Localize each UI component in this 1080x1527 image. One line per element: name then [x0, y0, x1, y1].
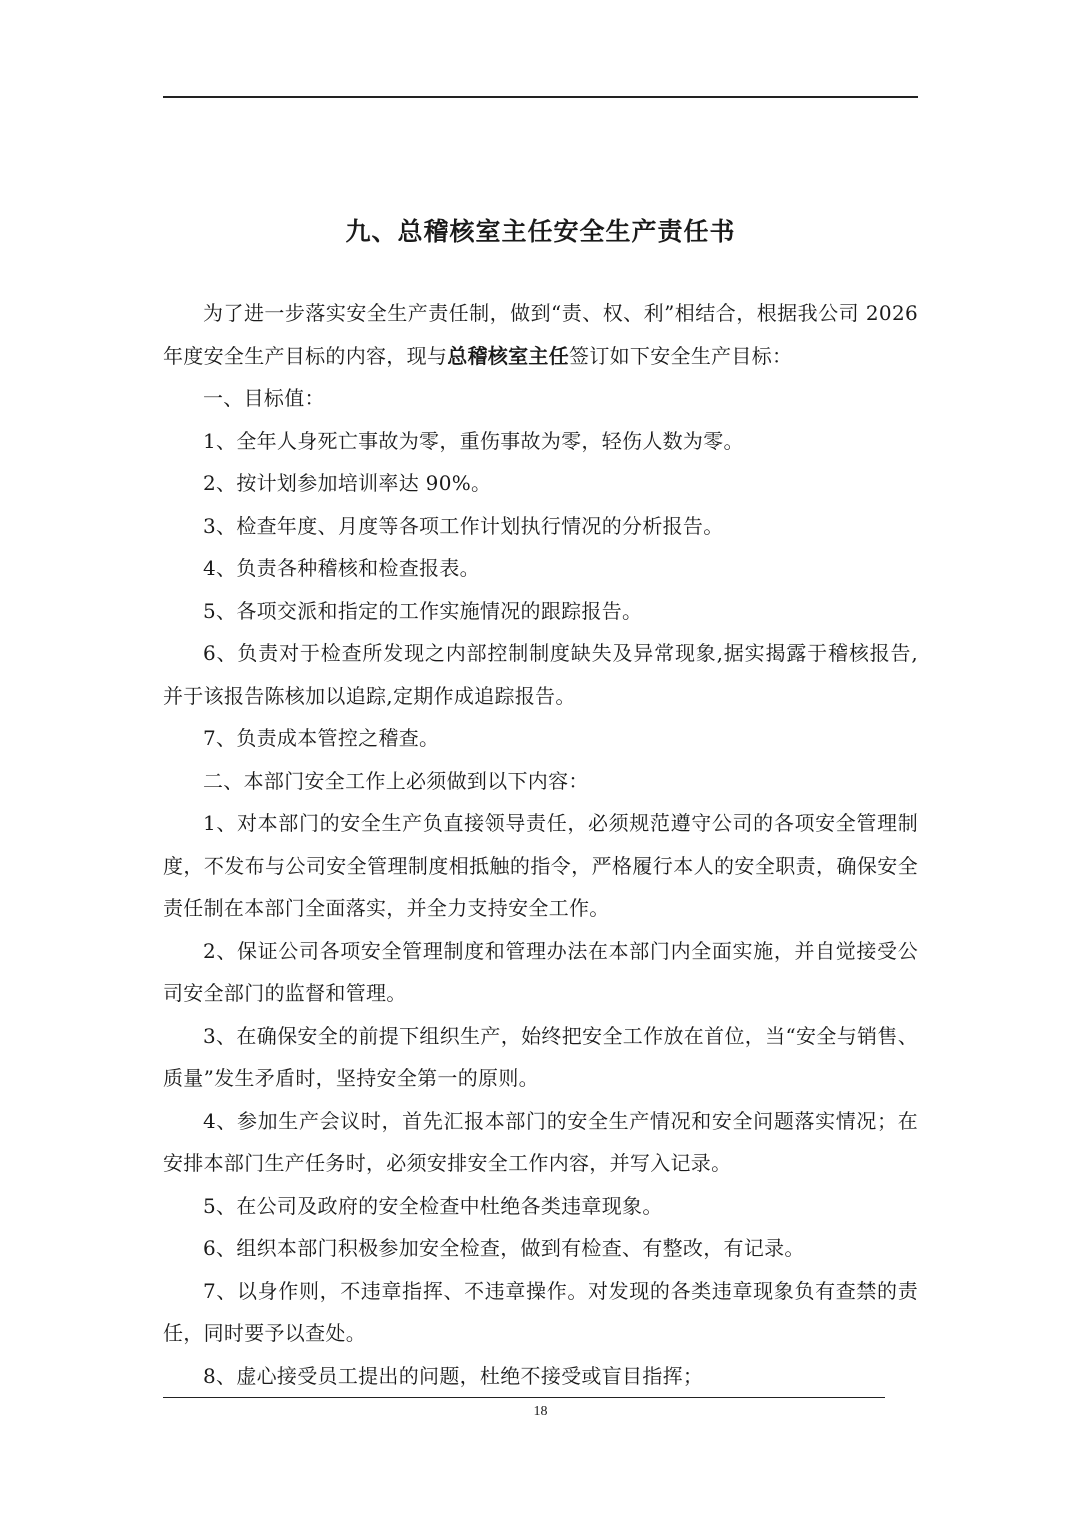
duty-item: 3、在确保安全的前提下组织生产，始终把安全工作放在首位，当“安全与销售、质量”发生矛盾时，坚持安全第一的原则。 [163, 1023, 918, 1090]
intro-text-start: 为了进一步落实安全生产责任制，做到“责、权、利”相结合，根据我公司 2026 年度安全生产目标的内容，现与 [163, 301, 918, 368]
target-item: 4、负责各种稽核和检查报表。 [203, 556, 480, 580]
header-rule [163, 96, 918, 98]
duty-item: 7、以身作则，不违章指挥、不违章操作。对发现的各类违章现象负有查禁的责任，同时要予以查处。 [163, 1278, 918, 1345]
duty-item: 8、虚心接受员工提出的问题，杜绝不接受或盲目指挥； [203, 1363, 704, 1388]
document-title: 九、总稽核室主任安全生产责任书 [345, 217, 736, 246]
section-heading-targets: 一、目标值： [203, 386, 325, 410]
section-heading-duties: 二、本部门安全工作上必须做到以下内容： [203, 768, 589, 793]
target-item: 6、负责对于检查所发现之内部控制制度缺失及异常现象,据实揭露于稽核报告,并于该报告陈核加以追踪,定期作成追踪报告。 [163, 641, 918, 708]
target-item: 3、检查年度、月度等各项工作计划执行情况的分析报告。 [203, 513, 724, 538]
duty-item: 2、保证公司各项安全管理制度和管理办法在本部门内全面实施，并自觉接受公司安全部门的监督和管理。 [163, 938, 918, 1005]
page-number: 18 [533, 1404, 548, 1419]
intro-emphasis: 总稽核室主任 [447, 343, 570, 368]
target-item: 1、全年人身死亡事故为零，重伤事故为零，轻伤人数为零。 [203, 428, 744, 453]
intro-paragraph [163, 292, 918, 377]
target-item: 5、各项交派和指定的工作实施情况的跟踪报告。 [203, 598, 643, 623]
target-item: 2、按计划参加培训率达 90%。 [203, 471, 492, 495]
footer-rule [163, 1397, 885, 1398]
duty-item: 5、在公司及政府的安全检查中杜绝各类违章现象。 [203, 1193, 663, 1218]
target-item: 7、负责成本管控之稽查。 [203, 726, 440, 750]
duty-item: 6、组织本部门积极参加安全检查，做到有检查、有整改，有记录。 [203, 1236, 805, 1260]
duty-item: 4、参加生产会议时，首先汇报本部门的安全生产情况和安全问题落实情况；在安排本部门生产任务时，必须安排安全工作内容，并写入记录。 [163, 1108, 918, 1175]
duty-item: 1、对本部门的安全生产负直接领导责任，必须规范遵守公司的各项安全管理制度，不发布与公司安全管理制度相抵触的指令，严格履行本人的安全职责，确保安全责任制在本部门全面落实，并全力支持安全工作。 [163, 811, 918, 920]
document-body [163, 292, 918, 1397]
intro-text-end: 签订如下安全生产目标： [569, 343, 793, 368]
